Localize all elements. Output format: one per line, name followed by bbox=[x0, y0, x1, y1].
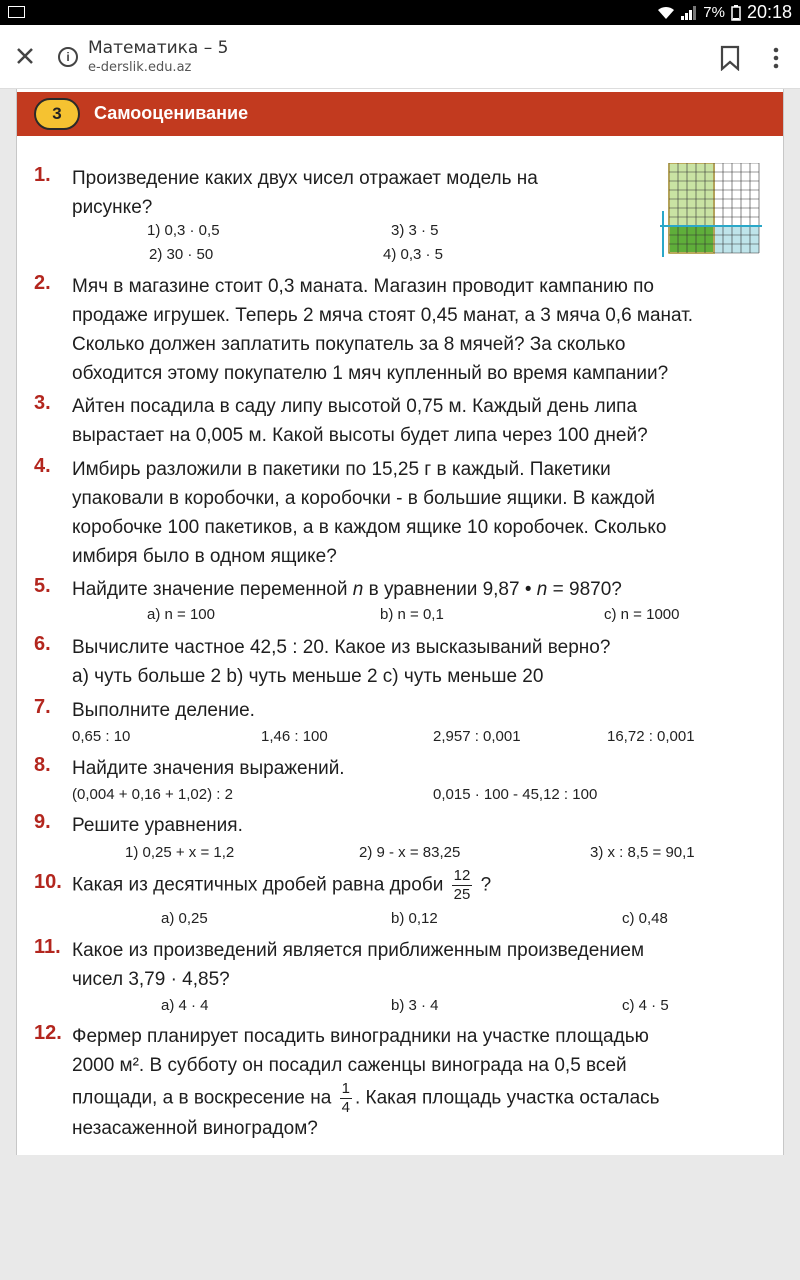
question-text bbox=[72, 272, 693, 388]
clock: 20:18 bbox=[746, 2, 792, 22]
option: a) 0,25 bbox=[161, 910, 208, 927]
question-line: рисунке? bbox=[72, 197, 153, 218]
question-line: продаже игрушек. Теперь 2 мяча стоят 0,45 манат, а 3 мяча 0,6 манат. bbox=[72, 305, 694, 326]
info-icon[interactable]: i bbox=[58, 47, 78, 67]
question-line: Какое из произведений является приближенным произведением bbox=[72, 940, 645, 961]
status-bar bbox=[0, 0, 800, 25]
question-text bbox=[72, 696, 255, 725]
option: 3) x : 8,5 = 90,1 bbox=[590, 844, 695, 861]
question-number: 4. bbox=[34, 455, 51, 477]
option: 3) 3 · 5 bbox=[391, 222, 439, 239]
question-text bbox=[72, 575, 622, 604]
question-text bbox=[72, 455, 667, 571]
question-text bbox=[72, 392, 648, 450]
close-icon[interactable] bbox=[12, 43, 38, 69]
more-menu-icon[interactable] bbox=[768, 45, 784, 71]
question-text-part: ? bbox=[480, 874, 492, 896]
option: 16,72 : 0,001 bbox=[607, 728, 695, 745]
variable: n bbox=[352, 579, 364, 600]
question-number: 5. bbox=[34, 575, 51, 597]
fraction bbox=[452, 867, 473, 904]
question-number: 3. bbox=[34, 392, 51, 414]
question-line: Айтен посадила в саду липу высотой 0,75 м. Каждый день липа bbox=[72, 396, 638, 417]
question-number: 11. bbox=[34, 936, 61, 958]
option: 0,015 · 100 - 45,12 : 100 bbox=[433, 786, 598, 803]
option: 2) 30 · 50 bbox=[149, 246, 214, 263]
question-number: 1. bbox=[34, 164, 51, 186]
option: 0,65 : 10 bbox=[72, 728, 131, 745]
question-line: упаковали в коробочки, а коробочки - в большие ящики. В каждой bbox=[72, 488, 656, 509]
mail-icon bbox=[8, 6, 25, 18]
question-line: Произведение каких двух чисел отражает модель на bbox=[72, 168, 538, 189]
question-line: Фермер планирует посадить виноградники на участке площадью bbox=[72, 1026, 649, 1047]
question-line: a) чуть больше 2 b) чуть меньше 2 c) чуть меньше 20 bbox=[72, 666, 544, 687]
question-line: Найдите значения выражений. bbox=[72, 758, 345, 779]
question-line: Решите уравнения. bbox=[72, 815, 243, 836]
question-text bbox=[72, 754, 345, 783]
question-text-part: = 9870? bbox=[547, 579, 622, 600]
question-number: 6. bbox=[34, 633, 51, 655]
question-line: коробочке 100 пакетиков, а в каждом ящике 10 коробочек. Сколько bbox=[72, 517, 667, 538]
variable: n bbox=[536, 579, 548, 600]
grid-model-figure bbox=[658, 163, 762, 259]
option: c) 0,48 bbox=[622, 910, 668, 927]
option: a) 4 · 4 bbox=[161, 997, 209, 1014]
textbook-page bbox=[16, 89, 784, 1155]
question-line: обходится этому покупателю 1 мяч купленный во время кампании? bbox=[72, 363, 669, 384]
option: b) 3 · 4 bbox=[391, 997, 439, 1014]
option: 1) 0,3 · 0,5 bbox=[147, 222, 220, 239]
question-text bbox=[72, 633, 610, 691]
question-text-part: площади, а в воскресение на bbox=[72, 1087, 332, 1109]
section-title: Самооценивание bbox=[94, 103, 249, 123]
browser-toolbar bbox=[0, 25, 800, 89]
page-bottom-background bbox=[0, 1155, 800, 1280]
question-number: 2. bbox=[34, 272, 51, 294]
question-text bbox=[72, 811, 243, 840]
option: 4) 0,3 · 5 bbox=[383, 246, 444, 263]
question-line: Выполните деление. bbox=[72, 700, 255, 721]
option: c) n = 1000 bbox=[604, 606, 680, 623]
question-line: Имбирь разложили в пакетики по 15,25 г в каждый. Пакетики bbox=[72, 459, 611, 480]
section-header bbox=[17, 92, 783, 136]
question-line: имбиря было в одном ящике? bbox=[72, 546, 337, 567]
battery-icon bbox=[731, 5, 741, 21]
option: c) 4 · 5 bbox=[622, 997, 669, 1014]
question-line: Мяч в магазине стоит 0,3 маната. Магазин проводит кампанию по bbox=[72, 276, 654, 297]
question-line: Вычислите частное 42,5 : 20. Какое из высказываний верно? bbox=[72, 637, 611, 658]
question-line bbox=[72, 1080, 660, 1114]
signal-icon bbox=[681, 6, 697, 20]
option: 2) 9 - x = 83,25 bbox=[359, 844, 461, 861]
question-number: 7. bbox=[34, 696, 51, 718]
question-number: 12. bbox=[34, 1022, 62, 1044]
option: 1,46 : 100 bbox=[261, 728, 328, 745]
fraction-denominator: 4 bbox=[341, 1099, 350, 1116]
option: a) n = 100 bbox=[147, 606, 215, 623]
section-number-badge: 3 bbox=[34, 98, 80, 130]
question-text-part: Какая из десятичных дробей равна дроби bbox=[72, 874, 444, 896]
question-text bbox=[72, 164, 538, 222]
page-url: e-derslik.edu.az bbox=[88, 60, 192, 75]
option: 2,957 : 0,001 bbox=[433, 728, 521, 745]
question-number: 10. bbox=[34, 871, 62, 893]
option: b) n = 0,1 bbox=[380, 606, 444, 623]
option: b) 0,12 bbox=[391, 910, 438, 927]
question-line: вырастает на 0,005 м. Какой высоты будет липа через 100 дней? bbox=[72, 425, 648, 446]
page-title: Математика – 5 bbox=[88, 38, 229, 58]
question-line: Сколько должен заплатить покупатель за 8 мячей? За сколько bbox=[72, 334, 626, 355]
fraction-numerator: 12 bbox=[453, 867, 471, 884]
fraction-numerator: 1 bbox=[341, 1080, 350, 1097]
fraction-denominator: 25 bbox=[453, 886, 471, 903]
option: (0,004 + 0,16 + 1,02) : 2 bbox=[72, 786, 233, 803]
question-text bbox=[72, 936, 644, 994]
question-text-part: Найдите значение переменной bbox=[72, 579, 353, 600]
question-line: незасаженной виноградом? bbox=[72, 1118, 318, 1139]
question-number: 8. bbox=[34, 754, 51, 776]
option: 1) 0,25 + x = 1,2 bbox=[125, 844, 235, 861]
bookmark-icon[interactable] bbox=[719, 45, 741, 71]
question-text bbox=[72, 867, 491, 904]
wifi-icon bbox=[657, 6, 675, 20]
question-line: 2000 м². В субботу он посадил саженцы винограда на 0,5 всей bbox=[72, 1055, 627, 1076]
battery-percent: 7% bbox=[703, 4, 725, 21]
question-text bbox=[72, 1022, 660, 1143]
question-line: чисел 3,79 · 4,85? bbox=[72, 969, 230, 990]
fraction bbox=[340, 1080, 352, 1117]
question-number: 9. bbox=[34, 811, 51, 833]
question-text-part: . Какая площадь участка осталась bbox=[354, 1087, 660, 1109]
question-text-part: в уравнении 9,87 • bbox=[363, 579, 537, 600]
